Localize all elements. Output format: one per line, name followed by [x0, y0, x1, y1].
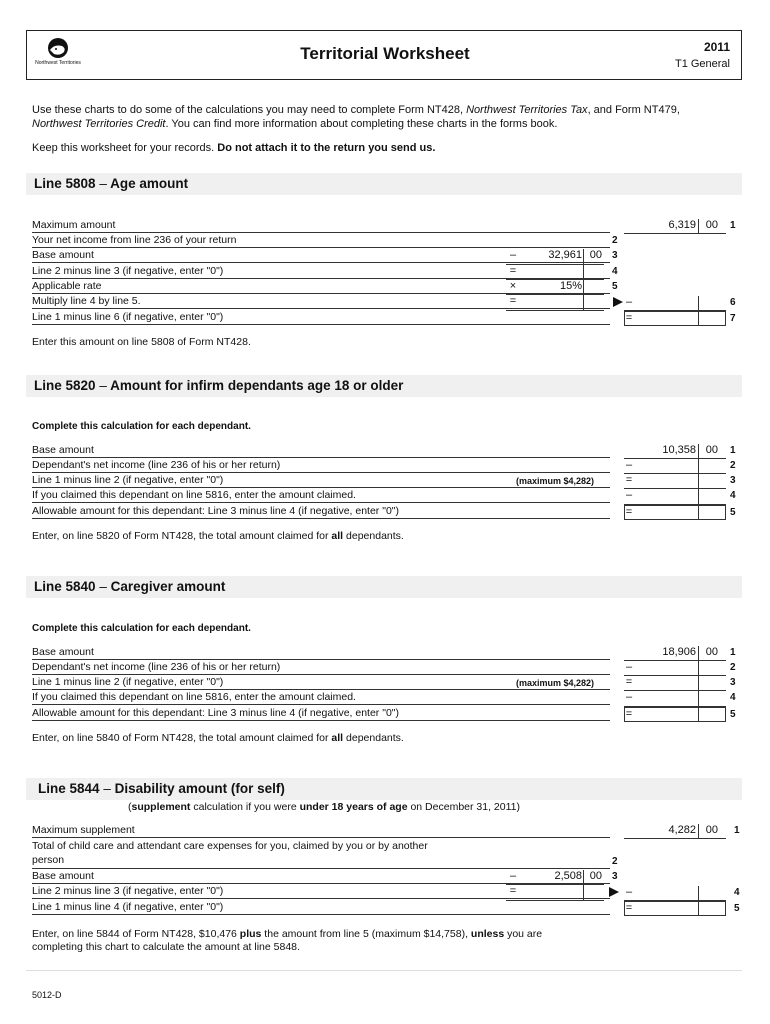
max-cents-5808: 00	[705, 219, 718, 231]
max-tag-5820: (maximum $4,282)	[516, 476, 595, 486]
form-name: T1 General	[674, 58, 730, 70]
note-5844: Enter, on line 5844 of Form NT428, $10,476 plus the amount from line 5 (maximum $14,758), unless you are completing this chart to calculate the amount at line 5848.	[32, 928, 543, 953]
row-5808-5: Applicable rate	[32, 279, 610, 294]
base-amount-5820: 10,358	[662, 444, 696, 456]
row-5820-3: Line 1 minus line 2 (if negative, enter "0") (maximum $4,282)	[32, 473, 610, 488]
base-cents-5844: 00	[589, 870, 602, 882]
logo-text: Northwest Territories	[35, 60, 81, 66]
section-title-5844: Line 5844 – Disability amount (for self)	[38, 781, 285, 796]
section-title-5820: Line 5820 – Amount for infirm dependants age 18 or older	[34, 378, 404, 393]
row-5808-1: Maximum amount	[32, 218, 610, 233]
base-amount-5844: 2,508	[554, 870, 582, 882]
row-5820-1: Base amount	[32, 443, 610, 458]
result-box-5820[interactable]	[624, 505, 726, 520]
base-cents-5820: 00	[705, 444, 718, 456]
row-5820-5: Allowable amount for this dependant: Line 3 minus line 4 (if negative, enter "0")	[32, 504, 610, 519]
result-box-5844[interactable]	[624, 901, 726, 916]
row-5844-4: Line 2 minus line 3 (if negative, enter "0")	[32, 884, 610, 899]
section-title-5808: Line 5808 – Age amount	[34, 176, 189, 191]
row-5844-5: Line 1 minus line 4 (if negative, enter "0")	[32, 900, 610, 915]
max-amount-5844: 4,282	[668, 824, 696, 836]
max-amount-5808: 6,319	[668, 219, 696, 231]
row-5808-6: Multiply line 4 by line 5.	[32, 294, 610, 309]
row-5820-4: If you claimed this dependant on line 5816, enter the amount claimed.	[32, 488, 610, 503]
rate-5808: 15%	[559, 280, 582, 292]
row-5840-3: Line 1 minus line 2 (if negative, enter "0") (maximum $4,282)	[32, 675, 610, 690]
row-5840-1: Base amount	[32, 645, 610, 660]
row-5844-1: Maximum supplement	[32, 823, 610, 838]
arrow-icon	[609, 887, 619, 897]
note-5808: Enter this amount on line 5808 of Form NT428.	[32, 336, 251, 348]
keep-note: Keep this worksheet for your records. Do not attach it to the return you send us.	[32, 142, 436, 154]
base-amount-5840: 18,906	[662, 646, 696, 658]
row-5840-4: If you claimed this dependant on line 5816, enter the amount claimed.	[32, 690, 610, 705]
sub-5840: Complete this calculation for each dependant.	[32, 623, 251, 634]
base-cents-5840: 00	[705, 646, 718, 658]
row-5808-7: Line 1 minus line 6 (if negative, enter "0")	[32, 310, 610, 325]
max-cents-5844: 00	[705, 824, 718, 836]
section-title-5840: Line 5840 – Caregiver amount	[34, 579, 226, 594]
row-5840-2: Dependant's net income (line 236 of his or her return)	[32, 660, 610, 675]
note-5820: Enter, on line 5820 of Form NT428, the total amount claimed for all dependants.	[32, 530, 404, 542]
note-5840: Enter, on line 5840 of Form NT428, the total amount claimed for all dependants.	[32, 732, 404, 744]
page-title: Territorial Worksheet	[300, 44, 470, 63]
base-cents-5808: 00	[589, 249, 602, 261]
row-5844-3: Base amount	[32, 869, 610, 884]
row-5820-2: Dependant's net income (line 236 of his or her return)	[32, 458, 610, 473]
row-5808-2: Your net income from line 236 of your return	[32, 233, 610, 248]
sub-5820: Complete this calculation for each dependant.	[32, 421, 251, 432]
result-box-5808[interactable]	[624, 311, 726, 326]
row-5840-5: Allowable amount for this dependant: Line 3 minus line 4 (if negative, enter "0")	[32, 706, 610, 721]
tax-year: 2011	[703, 40, 730, 54]
row-5808-3: Base amount	[32, 248, 610, 263]
row-5808-4: Line 2 minus line 3 (if negative, enter "0")	[32, 264, 610, 279]
footer-code: 5012-D	[32, 990, 62, 1000]
row-5844-2: Total of child care and attendant care expenses for you, claimed by you or by another person	[32, 839, 610, 869]
max-tag-5840: (maximum $4,282)	[516, 678, 595, 688]
polar-bear-logo-icon	[34, 36, 82, 76]
intro-paragraph: Use these charts to do some of the calculations you may need to complete Form NT428, Northwest Territories Tax, and Form NT479, Northwest Territories Credit. You can find more information about completing these charts in the forms book.	[32, 104, 680, 130]
result-box-5840[interactable]	[624, 707, 726, 722]
sub-5844: (supplement calculation if you were under 18 years of age on December 31, 2011)	[128, 801, 521, 813]
base-amount-5808: 32,961	[548, 249, 582, 261]
